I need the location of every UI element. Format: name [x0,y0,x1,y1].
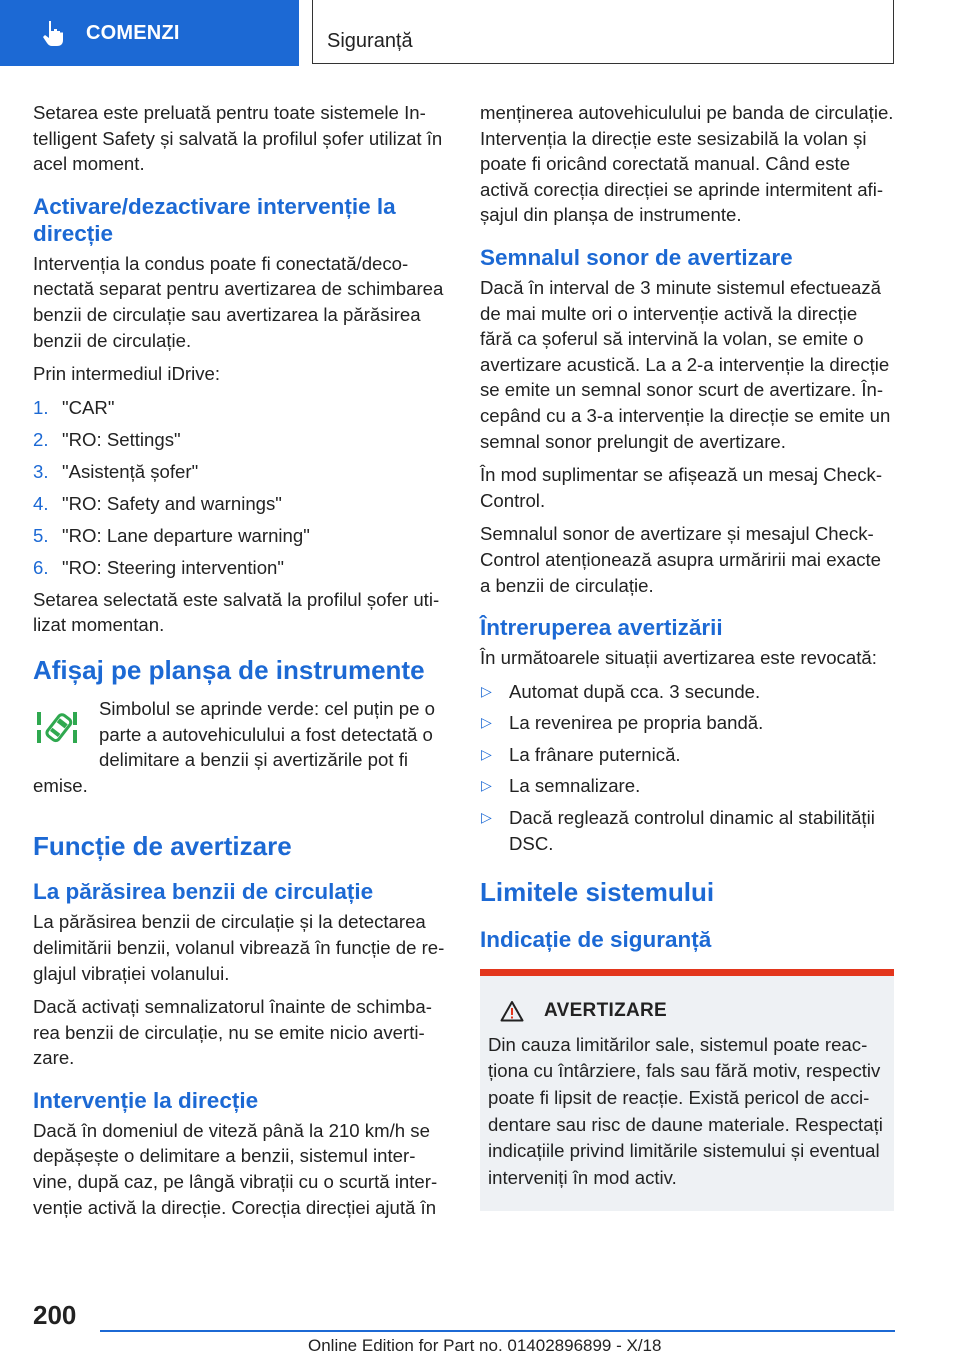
paragraph-semnal-3: Semnalul sonor de avertizare și mesajul Check-Control atenționează asupra urmăririi mai exacte a benzii de circulație. [480,523,881,596]
triangle-bullet-icon: ▷ [481,682,492,699]
bullet-text: La revenirea pe propria bandă. [509,712,764,734]
step-number: 1. [33,396,49,418]
bullet-text: La semnalizare. [509,775,641,797]
heading-activare: Activare/dezactivare intervenție la direcție [33,193,396,246]
step-text: "RO: Settings" [62,428,181,450]
paragraph-semnalizator: Dacă activați semnalizatorul înainte de schimbarea benzii de circulație, nu se emite nicio avertizare. [33,996,432,1069]
step-text: "RO: Safety and warnings" [62,492,282,514]
list-item [33,427,447,459]
bullet-text: Dacă reglează controlul dinamic al stabilității DSC. [509,807,875,854]
heading-afisaj: Afișaj pe planșa de instrumente [33,654,425,685]
paragraph-activare: Intervenția la condus poate fi conectată/deconectată separat pentru avertizarea de schimbarea benzii de circulație sau avertizarea la părăsirea benzii de circulație. [33,252,444,351]
list-item [33,491,447,523]
bullet-text: La frânare puternică. [509,743,681,765]
page-number: 200 [33,1300,77,1330]
triangle-bullet-icon: ▷ [481,809,492,826]
chapter-title-box [312,0,894,64]
paragraph-intro: Setarea este preluată pentru toate sistemele Intelligent Safety și salvată la profilul șofer utilizat în acel moment. [33,102,443,175]
paragraph-semnal-1: Dacă în interval de 3 minute sistemul efectuează de mai multe ori o intervenție activă la direcție fără ca șoferul să intervină la volan, se emite o avertizare acustică. La a 2-a intervenție la direcție se emite un semnal sonor scurt de avertizare. Începând cu a 3-a intervenție la direcție se emite un semnal sonor prelungit de avertizare. [480,276,891,452]
warning-title: AVERTIZARE [544,1000,667,1022]
list-item [480,805,894,856]
heading-limitele: Limitele sistemului [480,877,715,908]
heading-indicatie: Indicație de siguranță [480,927,712,953]
heading-parasire: La părăsirea benzii de circulație [33,879,374,905]
triangle-bullet-icon: ▷ [481,777,492,794]
heading-intrerupere: Întreruperea avertizării [480,615,723,641]
section-tab[interactable] [0,0,299,66]
list-item [33,555,447,587]
warning-header [488,998,886,1024]
left-column [33,100,447,1228]
list-item [33,523,447,555]
footer-edition: Online Edition for Part no. 01402896899 - X/18 [308,1336,662,1355]
list-item [480,679,894,705]
warning-text: Din cauza limitărilor sale, sistemul poate reacționa cu întârziere, fals sau fără motiv, respectiv poate fi lipsit de reacție. Există pericol de accidentare sau risc de daune materiale. Respectați indicațiile privind limitările sistemului și eventual interveniți în mod activ. [488,1033,883,1188]
section-tab-label: COMENZI [86,21,180,44]
paragraph-intrerupere: În următoarele situații avertizarea este revocată: [480,647,877,669]
step-text: "RO: Steering intervention" [62,556,284,578]
list-item [480,773,894,799]
step-text: "CAR" [62,396,115,418]
bullet-text: Automat după cca. 3 secunde. [509,680,761,702]
heading-interventie: Intervenție la direcție [33,1087,259,1113]
page-header [0,0,960,66]
list-item [33,395,447,427]
triangle-bullet-icon: ▷ [481,714,492,731]
heading-semnal: Semnalul sonor de avertizare [480,244,793,270]
chapter-title: Siguranță [327,30,413,52]
display-section [33,696,447,806]
list-item [480,742,894,768]
list-item [480,710,894,736]
paragraph-idrive: Prin intermediul iDrive: [33,363,221,385]
paragraph-interventie: Dacă în domeniul de viteză până la 210 km/h se depășește o delimitare a benzii, sistemul intervine, după caz, pe lângă vibrații cu o scurtă intervenție activă la direcție. Corecția direcției ajută în [33,1119,438,1218]
paragraph-continuation: menținerea autovehiculului pe banda de circulație. Intervenția la direcție este sesizabilă la volan și poate fi oricând corectată manual. Când este activă corecția direcției se aprinde intermitent afișajul din planșa de instrumente. [480,102,894,226]
step-number: 3. [33,460,49,482]
warning-triangle-icon [500,1000,524,1022]
list-item [33,459,447,491]
step-number: 4. [33,492,49,514]
step-text: "RO: Lane departure warning" [62,524,310,546]
step-number: 6. [33,556,49,578]
step-text: "Asistență șofer" [62,460,199,482]
warning-box [480,969,894,1211]
step-number: 5. [33,524,49,546]
paragraph-afisaj: Simbolul se aprinde verde: cel puțin pe o parte a autovehiculului a fost detectată o delimitare a benzii și avertizările pot fi emise. [33,697,435,796]
hand-pointer-icon [40,19,66,47]
steps-list [33,395,447,587]
paragraph-semnal-2: În mod suplimentar se afișează un mesaj Check-Control. [480,464,883,511]
bullet-list [480,679,894,857]
paragraph-setarea: Setarea selectată este salvată la profilul șofer utilizat momentan. [33,588,440,636]
paragraph-parasire: La părăsirea benzii de circulație și la detectarea delimitării benzii, volanul vibrează în funcție de reglajul vibrației volanului. [33,911,445,984]
triangle-bullet-icon: ▷ [481,745,492,762]
step-number: 2. [33,428,49,450]
footer-divider [100,1330,895,1332]
lane-departure-warning-icon [33,702,81,758]
right-column [480,100,894,1211]
heading-functie: Funcție de avertizare [33,831,292,862]
